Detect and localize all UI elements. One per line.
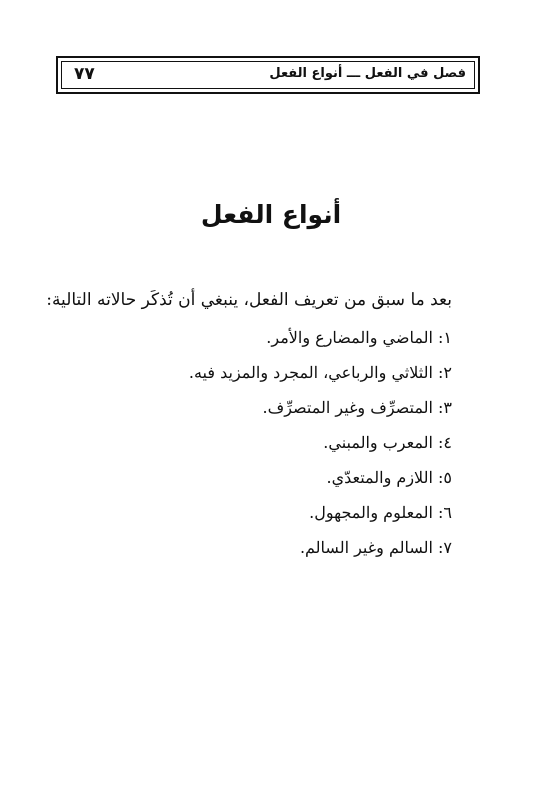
intro-paragraph: بعد ما سبق من تعريف الفعل، ينبغي أن تُذكَر حالاته التالية: bbox=[46, 290, 452, 310]
list-item bbox=[52, 530, 452, 565]
chapter-title: أنواع الفعل bbox=[200, 200, 342, 229]
list-item-text: : الثلاثي والرباعي، المجرد والمزيد فيه. bbox=[188, 363, 444, 382]
list-item-text: : الماضي والمضارع والأمر. bbox=[266, 328, 444, 347]
list-item-number: ٢ bbox=[443, 363, 452, 382]
list-item-number: ٧ bbox=[443, 538, 452, 557]
list-item bbox=[52, 355, 452, 390]
list-item-text: : المعلوم والمجهول. bbox=[309, 503, 444, 522]
list-item bbox=[52, 320, 452, 355]
page-number: ٧٧ bbox=[74, 64, 95, 84]
list-item-number: ٥ bbox=[443, 468, 452, 487]
list-item-number: ٦ bbox=[443, 503, 452, 522]
list-item bbox=[52, 390, 452, 425]
list-item bbox=[52, 460, 452, 495]
list-item-number: ١ bbox=[443, 328, 452, 347]
list-item-text: : السالم وغير السالم. bbox=[299, 538, 444, 557]
running-header bbox=[56, 56, 480, 94]
list-item-number: ٣ bbox=[443, 398, 452, 417]
list-item bbox=[52, 495, 452, 530]
list-item-text: : المعرب والمبني. bbox=[323, 433, 444, 452]
running-head-title: فصل في الفعل ـــ أنواع الفعل bbox=[269, 66, 466, 81]
verb-types-list bbox=[52, 320, 452, 565]
list-item-text: : اللازم والمتعدّي. bbox=[326, 468, 444, 487]
list-item-text: : المتصرِّف وغير المتصرِّف. bbox=[262, 398, 444, 417]
list-item-number: ٤ bbox=[443, 433, 452, 452]
list-item bbox=[52, 425, 452, 460]
